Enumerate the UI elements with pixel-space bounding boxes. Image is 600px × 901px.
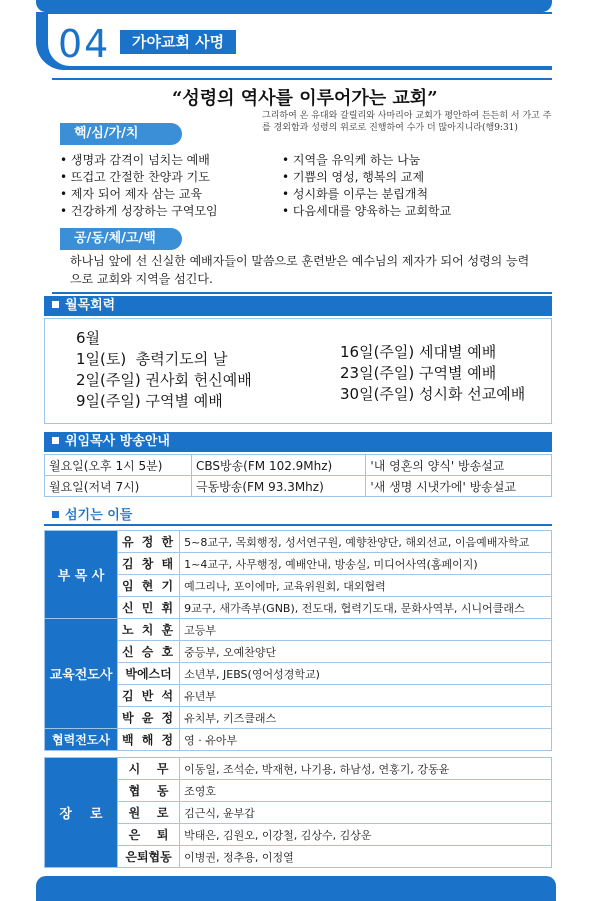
- staff-duty: 9교구, 새가족부(GNB), 전도대, 협력기도대, 문화사역부, 시니어클래스: [180, 597, 552, 619]
- community-confession-label: 공/동/체/고/백: [60, 228, 182, 250]
- staff-name: 신 승 호: [118, 641, 180, 663]
- table-row: [45, 707, 552, 729]
- broadcast-station: 극동방송(FM 93.3Mhz): [191, 476, 365, 497]
- staff-duty: 예그리나, 포이에마, 교육위원회, 대외협력: [180, 575, 552, 597]
- footer-bar: [36, 876, 556, 901]
- table-row: [45, 619, 552, 641]
- broadcast-time: 월요일(저녁 7시): [45, 476, 192, 497]
- core-values-left: [60, 152, 280, 220]
- staff-name: 은퇴협동: [118, 846, 180, 868]
- section-number: 04: [58, 22, 111, 66]
- staff-group-label: 부 목 사: [45, 531, 118, 619]
- staff-name: 시 무: [118, 758, 180, 780]
- calendar-left-column: [76, 328, 252, 412]
- calendar-item: 1일(토) 총력기도의 날: [76, 350, 228, 368]
- table-spacer: [45, 751, 552, 758]
- section-title: 가야교회 사명: [120, 30, 236, 54]
- broadcast-station: CBS방송(FM 102.9Mhz): [191, 455, 365, 476]
- staff-group-label: 교육전도사: [45, 619, 118, 729]
- broadcast-header: [44, 432, 552, 452]
- table-row: [45, 641, 552, 663]
- core-value: • 지역을 유익케 하는 나눔: [282, 152, 542, 169]
- table-row: [45, 553, 552, 575]
- staff-name: 김 창 태: [118, 553, 180, 575]
- staff-name: 박 윤 정: [118, 707, 180, 729]
- staff-duty: 5~8교구, 목회행정, 성서연구원, 예향찬양단, 해외선교, 이음예배자학교: [180, 531, 552, 553]
- table-row: [45, 846, 552, 868]
- staff-name: 협 동: [118, 780, 180, 802]
- calendar-month: 6월: [76, 329, 101, 347]
- staff-header: [44, 506, 552, 526]
- staff-duty: 중등부, 오예찬양단: [180, 641, 552, 663]
- core-value: • 제자 되어 제자 삼는 교육: [60, 186, 280, 203]
- staff-duty: 유치부, 키즈클래스: [180, 707, 552, 729]
- staff-duty: 조영호: [180, 780, 552, 802]
- calendar-item: 23일(주일) 구역별 예배: [340, 364, 497, 382]
- staff-table: [44, 530, 552, 868]
- table-row: [45, 476, 552, 497]
- calendar-item: 2일(주일) 권사회 헌신예배: [76, 371, 252, 389]
- staff-name: 박에스더: [118, 663, 180, 685]
- core-value: • 생명과 감격이 넘치는 예배: [60, 152, 280, 169]
- core-values-label: 핵/심/가/치: [60, 123, 182, 145]
- calendar-right-column: [340, 342, 525, 405]
- staff-name: 임 현 기: [118, 575, 180, 597]
- staff-name: 신 민 휘: [118, 597, 180, 619]
- table-row: [45, 729, 552, 751]
- staff-duty: 이병권, 정추용, 이정열: [180, 846, 552, 868]
- core-value: • 다음세대를 양육하는 교회학교: [282, 203, 542, 220]
- core-value: • 성시화를 이루는 분립개척: [282, 186, 542, 203]
- table-row: [45, 455, 552, 476]
- calendar-item: 16일(주일) 세대별 예배: [340, 343, 497, 361]
- table-row: [45, 758, 552, 780]
- staff-duty: 1~4교구, 사무행정, 예배안내, 방송실, 미디어사역(홈페이지): [180, 553, 552, 575]
- bible-verse: 그리하여 온 유대와 갈릴리와 사마리아 교회가 평안하여 든든히 서 가고 주를 경외함과 성령의 위로로 진행하여 수가 더 많아지니라(행9:31): [262, 111, 552, 133]
- community-confession-text: 하나님 앞에 선 신실한 예배자들이 말씀으로 훈련받은 예수님의 제자가 되어 성령의 능력으로 교회와 지역을 섬긴다.: [70, 254, 530, 286]
- broadcast-program: '내 영혼의 양식' 방송설교: [366, 455, 552, 476]
- table-row: [45, 531, 552, 553]
- core-value: • 기쁨의 영성, 행복의 교제: [282, 169, 542, 186]
- table-row: [45, 575, 552, 597]
- staff-duty: 박태은, 김원오, 이강철, 김상수, 김상운: [180, 824, 552, 846]
- staff-duty: 영 · 유아부: [180, 729, 552, 751]
- table-row: [45, 802, 552, 824]
- table-row: [45, 685, 552, 707]
- square-bullet-icon: [52, 437, 59, 444]
- core-value: • 뜨겁고 간절한 찬양과 기도: [60, 169, 280, 186]
- staff-name: 원 로: [118, 802, 180, 824]
- staff-name: 노 치 훈: [118, 619, 180, 641]
- staff-duty: 소년부, JEBS(영어성경학교): [180, 663, 552, 685]
- calendar-item: 30일(주일) 성시화 선교예배: [340, 385, 526, 403]
- table-row: [45, 780, 552, 802]
- broadcast-table: [44, 454, 552, 497]
- staff-duty: 김근식, 윤부갑: [180, 802, 552, 824]
- square-bullet-icon: [52, 511, 59, 518]
- core-values-right: [282, 152, 542, 220]
- table-row: [45, 597, 552, 619]
- staff-name: 은 퇴: [118, 824, 180, 846]
- broadcast-title: 위임목사 방송안내: [65, 434, 170, 449]
- staff-name: 김 반 석: [118, 685, 180, 707]
- staff-group-label: 협력전도사: [45, 729, 118, 751]
- calendar-header: [44, 296, 552, 316]
- staff-name: 백 해 정: [118, 729, 180, 751]
- header-top-bar: [36, 0, 552, 12]
- broadcast-program: '새 생명 시냇가에' 방송설교: [366, 476, 552, 497]
- calendar-item: 9일(주일) 구역별 예배: [76, 392, 223, 410]
- staff-title: 섬기는 이들: [65, 508, 133, 523]
- table-row: [45, 824, 552, 846]
- staff-duty: 고등부: [180, 619, 552, 641]
- church-slogan: “성령의 역사를 이루어가는 교회”: [172, 88, 438, 109]
- broadcast-time: 월요일(오후 1시 5분): [45, 455, 192, 476]
- square-bullet-icon: [52, 301, 59, 308]
- calendar-title: 월목회력: [65, 298, 116, 313]
- staff-group-label: 장 로: [45, 758, 118, 868]
- staff-duty: 이동일, 조석순, 박재현, 나기용, 하남성, 연홍기, 강동윤: [180, 758, 552, 780]
- staff-duty: 유년부: [180, 685, 552, 707]
- table-row: [45, 663, 552, 685]
- staff-name: 유 정 한: [118, 531, 180, 553]
- core-value: • 건강하게 성장하는 구역모임: [60, 203, 280, 220]
